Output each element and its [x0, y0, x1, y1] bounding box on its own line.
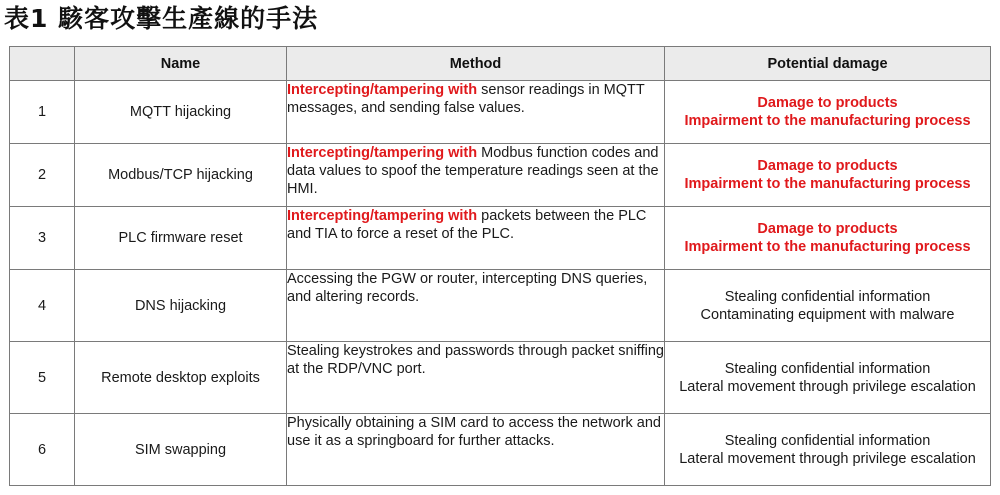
- attack-method: [287, 270, 665, 342]
- header-row: [10, 47, 991, 81]
- table-title: 表1 駭客攻擊生產線的手法: [4, 4, 319, 33]
- attack-method: [287, 342, 665, 414]
- row-number: 1: [10, 81, 75, 144]
- header-damage: Potential damage: [665, 47, 991, 81]
- attack-method: [287, 207, 665, 270]
- potential-damage: [665, 81, 991, 144]
- attack-name: SIM swapping: [75, 414, 287, 486]
- damage-line: Damage to products: [757, 221, 898, 237]
- method-text: sensor readings in MQTT messages, and sending false values.: [287, 82, 645, 116]
- method-highlight: Intercepting/tampering with: [287, 145, 478, 161]
- row-number: 2: [10, 144, 75, 207]
- damage-line: Impairment to the manufacturing process: [684, 239, 971, 255]
- attack-method: [287, 81, 665, 144]
- table-row: [10, 342, 991, 414]
- damage-line: Lateral movement through privilege escalation: [679, 378, 976, 395]
- method-text: packets between the PLC and TIA to force a reset of the PLC.: [287, 208, 647, 242]
- method-text: Stealing keystrokes and passwords through packet sniffing at the RDP/VNC port.: [287, 343, 664, 377]
- attack-name: DNS hijacking: [75, 270, 287, 342]
- row-number: 3: [10, 207, 75, 270]
- damage-line: Stealing confidential information: [724, 360, 931, 377]
- attack-name: Modbus/TCP hijacking: [75, 144, 287, 207]
- damage-line: Damage to products: [757, 158, 898, 174]
- potential-damage: [665, 144, 991, 207]
- potential-damage: [665, 414, 991, 486]
- row-number: 6: [10, 414, 75, 486]
- attack-method: [287, 144, 665, 207]
- damage-line: Impairment to the manufacturing process: [684, 176, 971, 192]
- damage-line: Stealing confidential information: [724, 288, 931, 305]
- header-name: Name: [75, 47, 287, 81]
- damage-line: Stealing confidential information: [724, 432, 931, 449]
- table-row: [10, 270, 991, 342]
- table-row: [10, 81, 991, 144]
- row-number: 5: [10, 342, 75, 414]
- damage-line: Contaminating equipment with malware: [700, 306, 955, 323]
- potential-damage: [665, 270, 991, 342]
- damage-line: Damage to products: [757, 95, 898, 111]
- attack-name: MQTT hijacking: [75, 81, 287, 144]
- attack-method: [287, 414, 665, 486]
- header-method: Method: [287, 47, 665, 81]
- row-number: 4: [10, 270, 75, 342]
- attack-name: PLC firmware reset: [75, 207, 287, 270]
- method-text: Physically obtaining a SIM card to access the network and use it as a springboard for further attacks.: [287, 415, 661, 449]
- attack-methods-table: [9, 46, 991, 486]
- method-text: Accessing the PGW or router, intercepting DNS queries, and altering records.: [287, 271, 648, 305]
- method-highlight: Intercepting/tampering with: [287, 82, 478, 98]
- attack-name: Remote desktop exploits: [75, 342, 287, 414]
- method-text: Modbus function codes and data values to spoof the temperature readings seen at the HMI.: [287, 145, 659, 197]
- damage-line: Impairment to the manufacturing process: [684, 113, 971, 129]
- table-row: [10, 144, 991, 207]
- method-highlight: Intercepting/tampering with: [287, 208, 478, 224]
- potential-damage: [665, 207, 991, 270]
- header-number: [10, 47, 75, 81]
- potential-damage: [665, 342, 991, 414]
- table-row: [10, 207, 991, 270]
- table-row: [10, 414, 991, 486]
- damage-line: Lateral movement through privilege escalation: [679, 450, 976, 467]
